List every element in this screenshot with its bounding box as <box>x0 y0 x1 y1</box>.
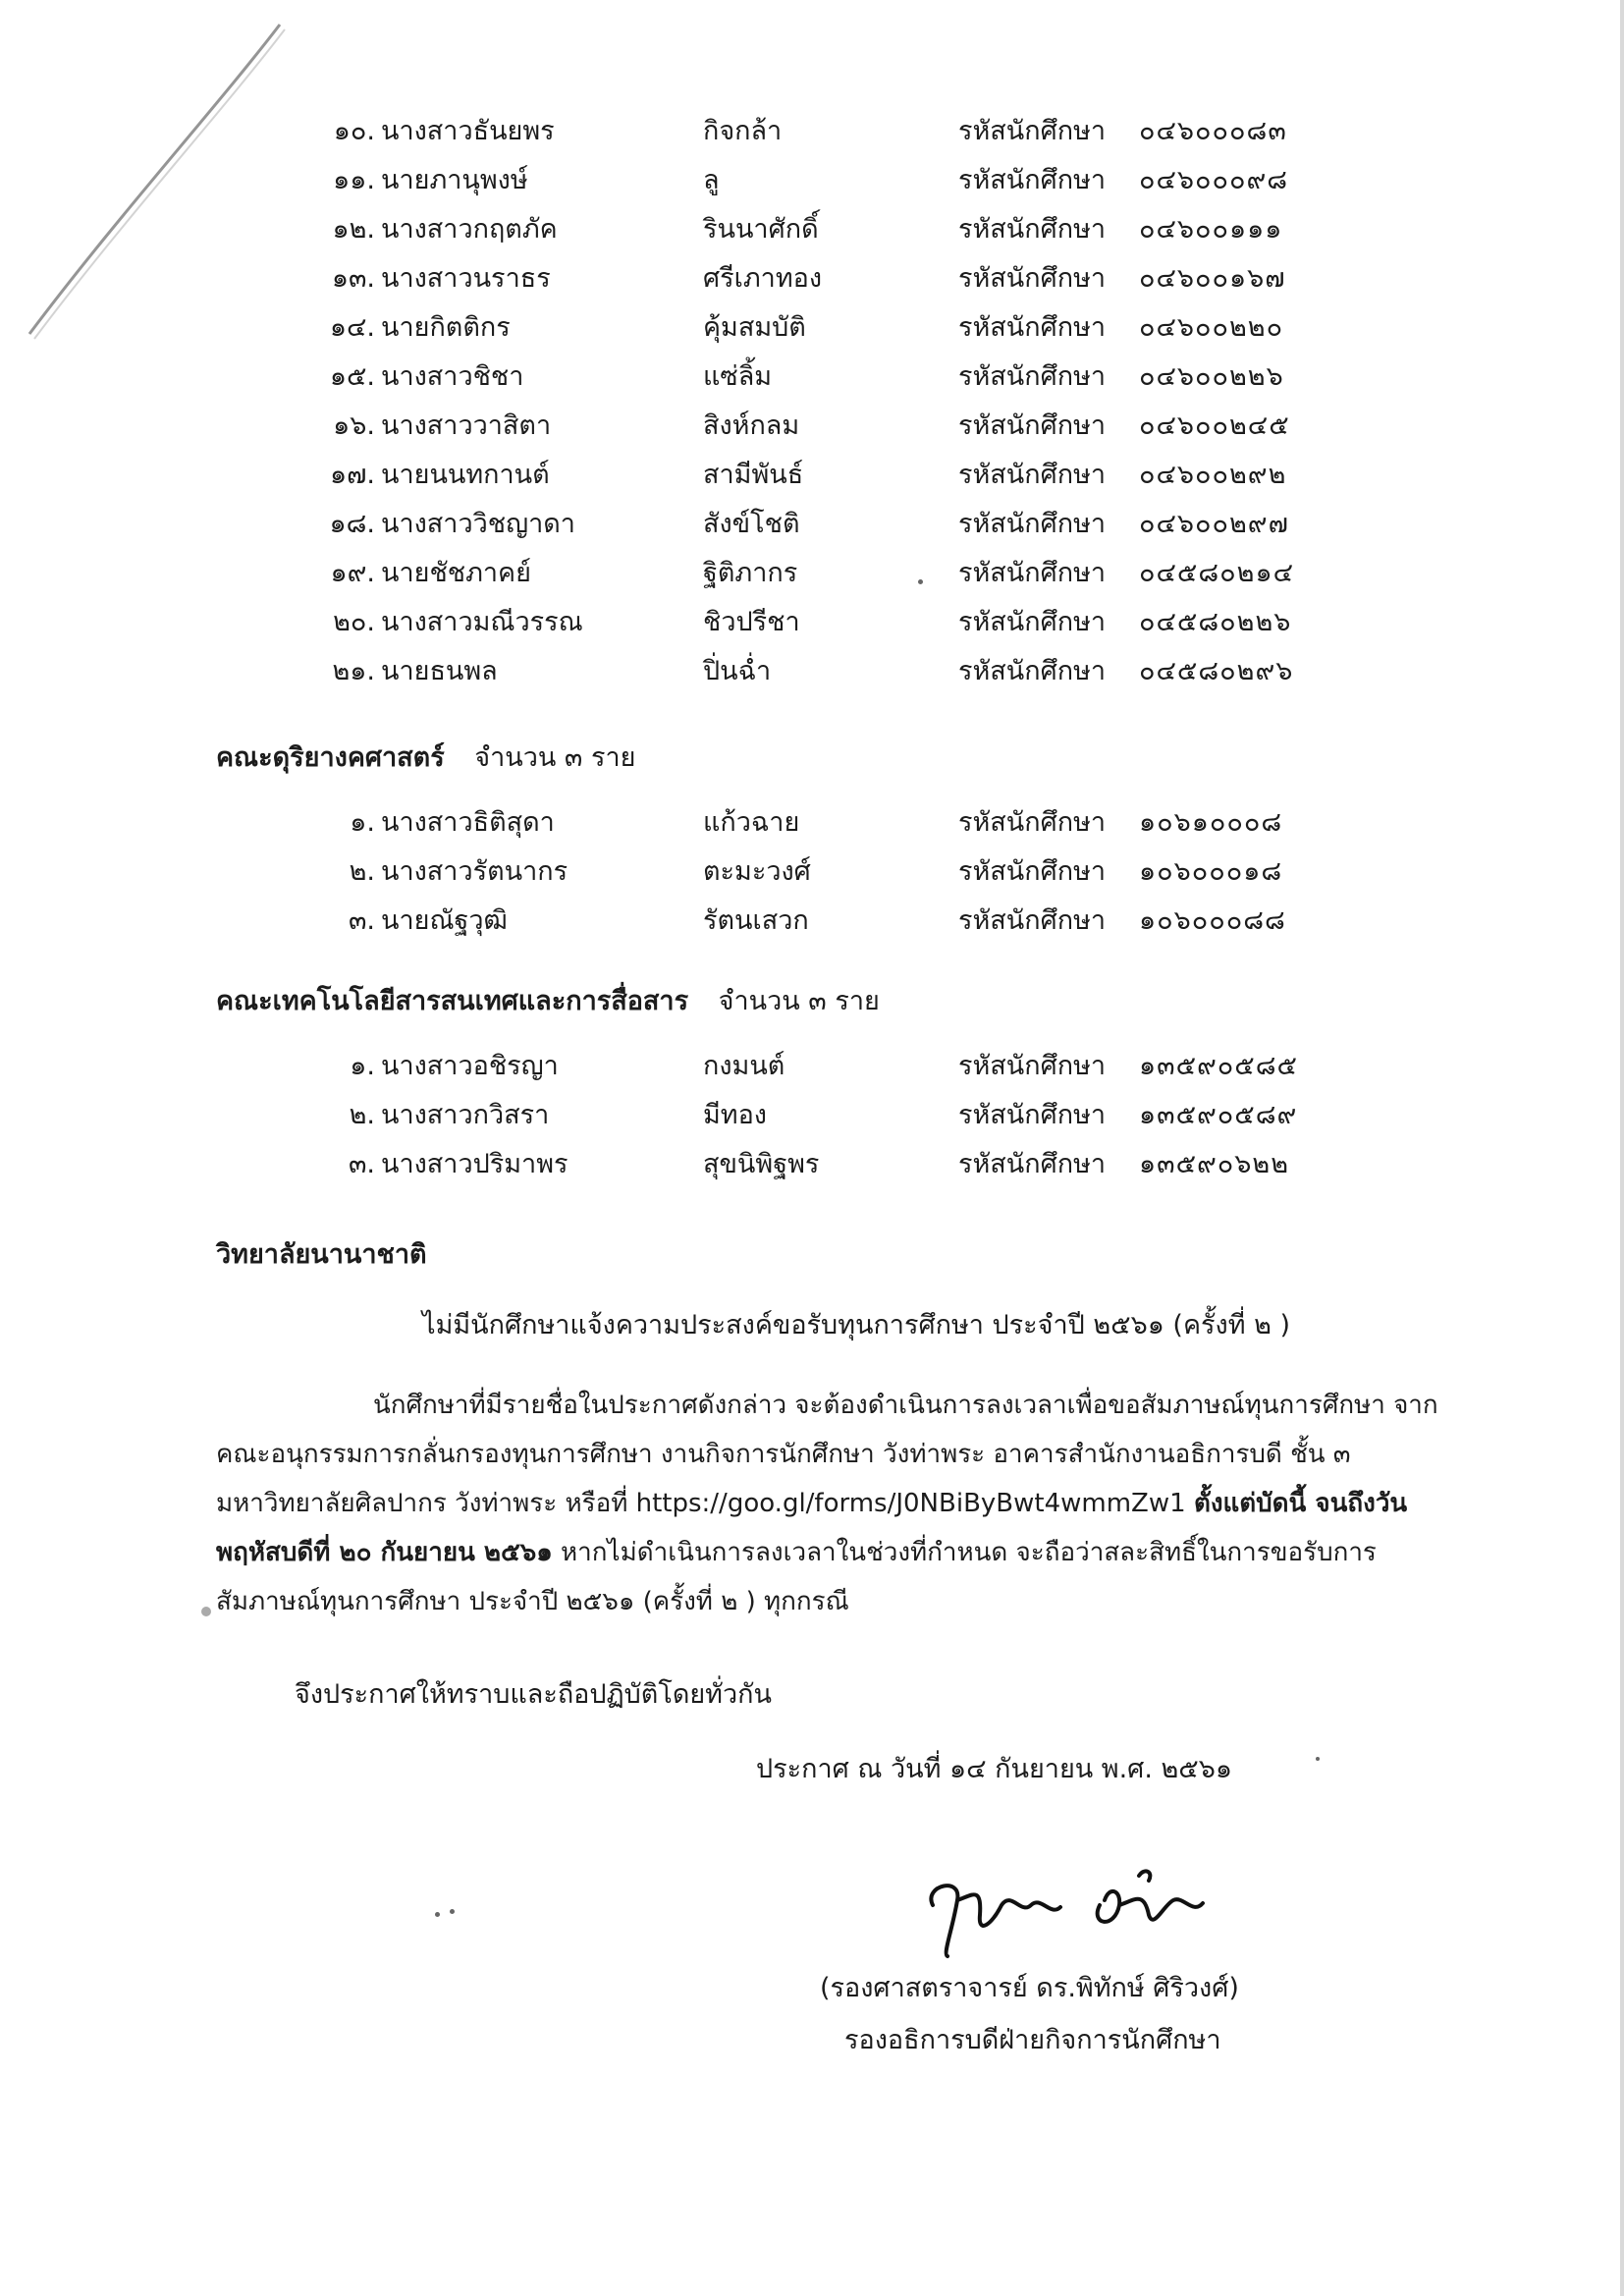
student-number: ๒. <box>349 1100 375 1130</box>
student-first-name: นางสาวธันยพร <box>381 116 555 146</box>
student-id: ๑๐๖๑๐๐๐๘ <box>1139 807 1283 838</box>
student-id-label: รหัสนักศึกษา <box>958 410 1107 441</box>
student-number: ๑. <box>350 1051 375 1081</box>
student-id-label: รหัสนักศึกษา <box>958 214 1107 245</box>
student-number: ๒. <box>349 856 375 887</box>
student-id-label: รหัสนักศึกษา <box>958 460 1107 490</box>
student-first-name: นางสาววิชญาดา <box>381 509 575 539</box>
student-first-name: นายชัชภาคย์ <box>381 558 531 588</box>
student-row <box>0 407 1624 446</box>
student-first-name: นางสาววาสิตา <box>381 410 552 441</box>
faculty-name: คณะเทคโนโลยีสารสนเทศและการสื่อสาร <box>216 986 689 1016</box>
student-id: ๐๔๖๐๐๐๙๘ <box>1139 165 1289 195</box>
student-last-name: คุ้มสมบัติ <box>703 312 806 343</box>
student-id: ๐๔๕๘๐๒๙๖ <box>1139 656 1294 686</box>
student-row <box>0 456 1624 495</box>
student-number: ๑๓. <box>331 263 375 294</box>
student-last-name: สามีพันธ์ <box>703 460 804 490</box>
announcement-line: จึงประกาศให้ทราบและถือปฏิบัติโดยทั่วกัน <box>295 1679 772 1710</box>
paragraph-text: นักศึกษาที่มีรายชื่อในประกาศดังกล่าว จะต้องดำเนินการลงเวลาเพื่อขอสัมภาษณ์ทุนการศึกษา จากคณะอนุกรรมการกลั่นกรองทุนการศึกษา งานกิจการนักศึกษา วังท่าพระ อาคารสำนักงานอธิการบดี ชั้น ๓ มหาวิทยาลัยศิลปากร วังท่าพระ หรือที่ https://goo.gl/forms/J0NBiByBwt4wmmZw1 <box>216 1391 1438 1518</box>
signer-position: รองอธิการบดีฝ่ายกิจการนักศึกษา <box>844 2025 1221 2055</box>
student-last-name: สังข์โชติ <box>703 509 800 539</box>
handwritten-signature <box>903 1846 1237 1964</box>
student-number: ๓. <box>348 905 375 936</box>
student-id-label: รหัสนักศึกษา <box>958 312 1107 343</box>
student-number: ๑๐. <box>333 116 375 146</box>
student-id: ๑๐๖๐๐๐๘๘ <box>1139 905 1286 936</box>
student-first-name: นายนนทกานต์ <box>381 460 550 490</box>
student-row <box>0 1145 1624 1184</box>
student-id: ๐๔๖๐๐๒๔๕ <box>1139 410 1290 441</box>
student-id-label: รหัสนักศึกษา <box>958 509 1107 539</box>
scan-speck <box>435 1912 440 1917</box>
student-last-name: กงมนต์ <box>703 1051 785 1081</box>
student-row <box>0 554 1624 593</box>
faculty-music-heading <box>216 738 635 778</box>
student-first-name: นายภานุพงษ์ <box>381 165 528 195</box>
student-number: ๑๖. <box>333 410 375 441</box>
faculty-ict-heading <box>216 982 880 1021</box>
student-number: ๑๔. <box>329 312 375 343</box>
student-id: ๐๔๕๘๐๒๑๔ <box>1139 558 1295 588</box>
student-id-label: รหัสนักศึกษา <box>958 1100 1107 1130</box>
student-number: ๑๕. <box>329 361 375 392</box>
student-last-name: ศรีเภาทอง <box>703 263 823 294</box>
student-number: ๑๒. <box>332 214 375 245</box>
student-row <box>0 505 1624 544</box>
scan-speck <box>450 1909 455 1914</box>
student-id: ๑๓๕๙๐๕๘๙ <box>1139 1100 1298 1130</box>
paragraph-text-2: หากไม่ดำเนินการลงเวลาในช่วงที่กำหนด จะถือว่าสละสิทธิ์ในการขอรับการสัมภาษณ์ทุนการศึกษา ประจำปี ๒๕๖๑ (ครั้งที่ ๒ ) ทุกกรณี <box>216 1538 1377 1616</box>
student-id: ๐๔๕๘๐๒๒๖ <box>1139 607 1292 637</box>
student-number: ๒๑. <box>332 656 375 686</box>
student-row <box>0 112 1624 151</box>
student-last-name: สิงห์กลม <box>703 410 800 441</box>
faculty-count: จำนวน ๓ ราย <box>718 986 880 1016</box>
student-last-name: ปิ่นฉ่ำ <box>703 656 772 686</box>
faculty-count: จำนวน ๓ ราย <box>474 742 636 773</box>
student-number: ๑๗. <box>329 460 375 490</box>
student-row <box>0 1096 1624 1135</box>
scan-speck <box>1316 1757 1320 1761</box>
student-last-name: ลู <box>703 165 720 195</box>
student-id-label: รหัสนักศึกษา <box>958 1051 1107 1081</box>
student-id-label: รหัสนักศึกษา <box>958 856 1107 887</box>
student-first-name: นางสาวอชิรญา <box>381 1051 559 1081</box>
student-first-name: นายกิตติกร <box>381 312 511 343</box>
student-last-name: สุขนิพิฐพร <box>703 1149 820 1179</box>
student-row <box>0 161 1624 200</box>
student-id: ๐๔๖๐๐๒๙๗ <box>1139 509 1289 539</box>
student-id-label: รหัสนักศึกษา <box>958 263 1107 294</box>
student-row <box>0 603 1624 642</box>
student-first-name: นางสาวนราธร <box>381 263 551 294</box>
student-first-name: นางสาวรัตนากร <box>381 856 568 887</box>
announcement-date: ประกาศ ณ วันที่ ๑๔ กันยายน พ.ศ. ๒๕๖๑ <box>756 1754 1232 1784</box>
student-id: ๐๔๖๐๐๑๑๑ <box>1139 214 1283 245</box>
student-id-label: รหัสนักศึกษา <box>958 165 1107 195</box>
student-id-label: รหัสนักศึกษา <box>958 116 1107 146</box>
student-number: ๑. <box>350 807 375 838</box>
student-first-name: นายธนพล <box>381 656 498 686</box>
student-last-name: มีทอง <box>703 1100 767 1130</box>
student-id-label: รหัสนักศึกษา <box>958 807 1107 838</box>
student-first-name: นางสาวกฤตภัค <box>381 214 558 245</box>
student-id-label: รหัสนักศึกษา <box>958 656 1107 686</box>
student-last-name: รัตนเสวก <box>703 905 809 936</box>
student-last-name: รินนาศักดิ์ <box>703 214 819 245</box>
student-first-name: นางสาวชิชา <box>381 361 524 392</box>
student-first-name: นายณัฐวุฒิ <box>381 905 508 936</box>
student-row <box>0 259 1624 299</box>
student-last-name: ชิวปรีชา <box>703 607 800 637</box>
scan-speck <box>918 579 923 584</box>
student-id: ๐๔๖๐๐๒๒๐ <box>1139 312 1284 343</box>
student-first-name: นางสาวมณีวรรณ <box>381 607 583 637</box>
student-id: ๐๔๖๐๐๒๒๖ <box>1139 361 1284 392</box>
student-row <box>0 852 1624 892</box>
student-id-label: รหัสนักศึกษา <box>958 558 1107 588</box>
student-last-name: กิจกล้า <box>703 116 783 146</box>
student-row <box>0 357 1624 397</box>
college-note: ไม่มีนักศึกษาแจ้งความประสงค์ขอรับทุนการศึกษา ประจำปี ๒๕๖๑ (ครั้งที่ ๒ ) <box>422 1310 1290 1340</box>
student-last-name: ตะมะวงศ์ <box>703 856 811 887</box>
student-id: ๐๔๖๐๐๑๖๗ <box>1139 263 1286 294</box>
student-row <box>0 902 1624 941</box>
faculty-name: คณะดุริยางคศาสตร์ <box>216 742 445 773</box>
student-id: ๑๓๕๙๐๕๘๕ <box>1139 1051 1298 1081</box>
student-id: ๑๓๕๙๐๖๒๒ <box>1139 1149 1290 1179</box>
student-last-name: ฐิติภากร <box>703 558 798 588</box>
student-row <box>0 803 1624 843</box>
student-id: ๐๔๖๐๐๒๙๒ <box>1139 460 1287 490</box>
student-first-name: นางสาวกวิสรา <box>381 1100 550 1130</box>
student-row <box>0 1047 1624 1086</box>
student-number: ๓. <box>348 1149 375 1179</box>
deadline-text: ตั้งแต่บัดนี้ จนถึงวันพฤหัสบดีที่ ๒๐ กันยายน ๒๕๖๑ <box>216 1489 1408 1567</box>
scan-speck <box>201 1607 211 1616</box>
student-first-name: นางสาวปริมาพร <box>381 1149 568 1179</box>
student-number: ๑๙. <box>330 558 375 588</box>
student-id: ๑๐๖๐๐๐๑๘ <box>1139 856 1283 887</box>
student-row <box>0 308 1624 348</box>
student-number: ๑๑. <box>333 165 375 195</box>
student-id-label: รหัสนักศึกษา <box>958 607 1107 637</box>
student-row <box>0 652 1624 691</box>
student-row <box>0 210 1624 249</box>
student-last-name: แก้วฉาย <box>703 807 800 838</box>
student-first-name: นางสาวธิติสุดา <box>381 807 555 838</box>
student-id: ๐๔๖๐๐๐๘๓ <box>1139 116 1287 146</box>
instruction-paragraph <box>216 1381 1453 1626</box>
student-last-name: แซ่ลิ้ม <box>703 361 773 392</box>
signer-name: (รองศาสตราจารย์ ดร.พิทักษ์ ศิริวงศ์) <box>820 1973 1239 2003</box>
student-number: ๑๘. <box>329 509 375 539</box>
college-heading: วิทยาลัยนานาชาติ <box>216 1239 427 1270</box>
student-id-label: รหัสนักศึกษา <box>958 1149 1107 1179</box>
student-number: ๒๐. <box>333 607 375 637</box>
student-id-label: รหัสนักศึกษา <box>958 361 1107 392</box>
student-id-label: รหัสนักศึกษา <box>958 905 1107 936</box>
